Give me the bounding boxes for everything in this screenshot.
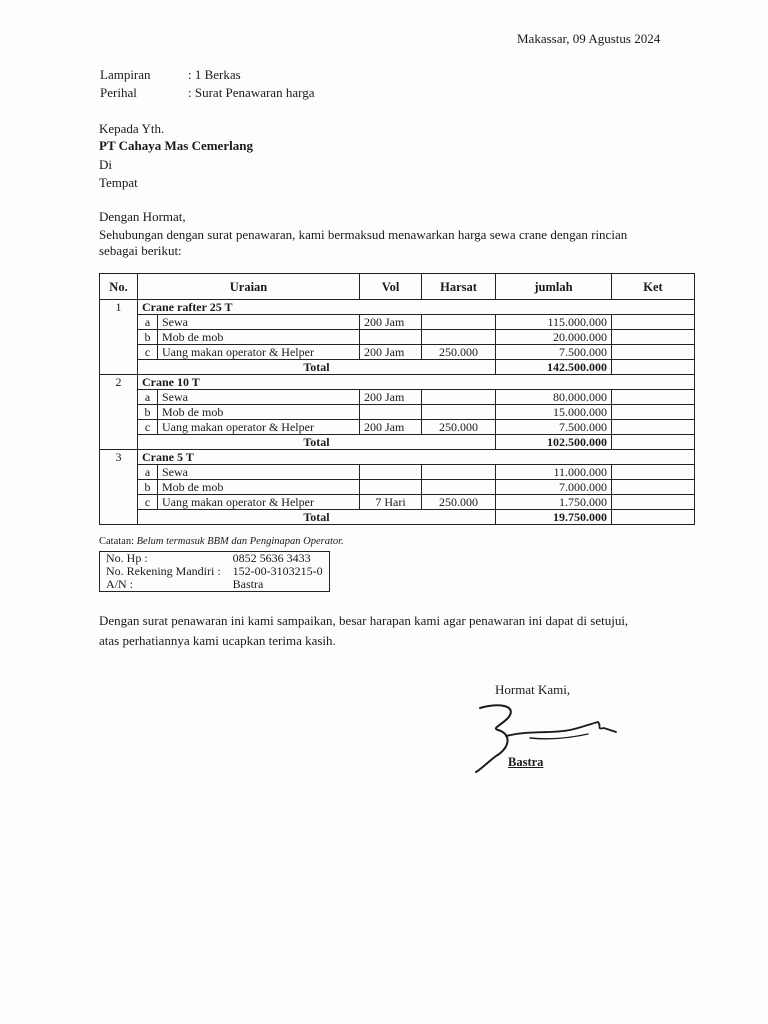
row-vol [360,405,422,420]
row-vol: 200 Jam [360,420,422,435]
row-sub: a [138,390,158,405]
row-ket [612,405,695,420]
section-title: Crane 10 T [138,375,695,390]
row-sub: c [138,420,158,435]
recipient-line4: Tempat [99,175,138,190]
an-value: Bastra [232,577,264,591]
table-row [100,315,695,330]
row-desc: Mob de mob [158,405,360,420]
row-vol: 200 Jam [360,345,422,360]
greeting: Dengan Hormat, [99,209,186,224]
row-harsat [422,390,496,405]
recipient-line1: Kepada Yth. [99,121,165,136]
total-row [100,360,695,375]
row-jumlah: 20.000.000 [496,330,612,345]
rekening-value: 152-00-3103215-0 [232,564,323,578]
section-title: Crane rafter 25 T [138,300,695,315]
row-desc: Uang makan operator & Helper [158,495,360,510]
contact-box [99,551,330,592]
row-vol: 7 Hari [360,495,422,510]
row-ket [612,390,695,405]
recipient-line3: Di [99,157,112,172]
row-vol [360,480,422,495]
section-no: 2 [100,375,138,450]
table-row [100,390,695,405]
row-desc: Sewa [158,390,360,405]
header-no: No. [100,274,138,300]
section-title: Crane 5 T [138,450,695,465]
an-label: A/N : [106,577,133,591]
row-desc: Sewa [158,465,360,480]
row-jumlah: 1.750.000 [496,495,612,510]
opening-body-line1: Sehubungan dengan surat penawaran, kami bermaksud menawarkan harga sewa crane dengan rincian [99,227,628,242]
row-jumlah: 15.000.000 [496,405,612,420]
total-ket [612,435,695,450]
row-harsat [422,315,496,330]
total-label: Total [138,435,496,450]
signer-name: Bastra [508,755,544,769]
table-row [100,480,695,495]
row-harsat: 250.000 [422,420,496,435]
row-sub: c [138,345,158,360]
total-label: Total [138,360,496,375]
row-jumlah: 7.000.000 [496,480,612,495]
row-vol: 200 Jam [360,390,422,405]
row-sub: b [138,480,158,495]
hp-label: No. Hp : [106,551,148,565]
header-ket: Ket [612,274,695,300]
row-jumlah: 80.000.000 [496,390,612,405]
table-header-row [100,274,695,300]
closing-line1: Dengan surat penawaran ini kami sampaikan, besar harapan kami agar penawaran ini dapat di setujui, [99,613,629,628]
table-row [100,405,695,420]
table-note [99,536,344,547]
section-row [100,375,695,390]
row-sub: a [138,465,158,480]
section-no: 1 [100,300,138,375]
row-harsat [422,405,496,420]
row-desc: Mob de mob [158,480,360,495]
row-harsat [422,465,496,480]
row-jumlah: 7.500.000 [496,420,612,435]
row-ket [612,420,695,435]
closing-paragraph [99,611,699,651]
table-row [100,420,695,435]
row-sub: a [138,315,158,330]
total-ket [612,360,695,375]
row-desc: Uang makan operator & Helper [158,420,360,435]
row-jumlah: 11.000.000 [496,465,612,480]
row-sub: b [138,330,158,345]
row-jumlah: 115.000.000 [496,315,612,330]
total-row [100,510,695,525]
header-harsat: Harsat [422,274,496,300]
row-vol: 200 Jam [360,315,422,330]
row-harsat [422,480,496,495]
table-row [100,330,695,345]
row-sub: b [138,405,158,420]
table-row [100,495,695,510]
total-label: Total [138,510,496,525]
lampiran-label: Lampiran [100,67,151,82]
row-ket [612,315,695,330]
row-ket [612,480,695,495]
closing-line2: atas perhatiannya kami ucapkan terima kasih. [99,633,336,648]
perihal-value: : Surat Penawaran harga [188,85,315,100]
signature-image [470,700,630,775]
header-uraian: Uraian [138,274,360,300]
row-ket [612,330,695,345]
row-ket [612,465,695,480]
recipient-company: PT Cahaya Mas Cemerlang [99,138,253,153]
perihal-label: Perihal [100,85,137,100]
row-harsat: 250.000 [422,495,496,510]
lampiran-value: : 1 Berkas [188,67,241,82]
header-vol: Vol [360,274,422,300]
rekening-label: No. Rekening Mandiri : [106,564,221,578]
row-harsat [422,330,496,345]
signoff: Hormat Kami, [495,682,571,697]
section-row [100,300,695,315]
row-ket [612,495,695,510]
note-text: Belum termasuk BBM dan Penginapan Operator. [136,536,344,547]
note-prefix: Catatan: [99,536,137,547]
row-desc: Sewa [158,315,360,330]
opening-body-line2: sebagai berikut: [99,243,182,258]
total-value: 142.500.000 [496,360,612,375]
row-harsat: 250.000 [422,345,496,360]
table-row [100,345,695,360]
row-vol [360,465,422,480]
section-row [100,450,695,465]
row-ket [612,345,695,360]
total-ket [612,510,695,525]
section-no: 3 [100,450,138,525]
header-jumlah: jumlah [496,274,612,300]
letter-date: Makassar, 09 Agustus 2024 [517,31,661,46]
total-value: 102.500.000 [496,435,612,450]
row-vol [360,330,422,345]
row-jumlah: 7.500.000 [496,345,612,360]
total-row [100,435,695,450]
row-desc: Uang makan operator & Helper [158,345,360,360]
table-row [100,465,695,480]
row-desc: Mob de mob [158,330,360,345]
hp-value: 0852 5636 3433 [232,551,311,565]
price-table [99,273,695,525]
total-value: 19.750.000 [496,510,612,525]
row-sub: c [138,495,158,510]
